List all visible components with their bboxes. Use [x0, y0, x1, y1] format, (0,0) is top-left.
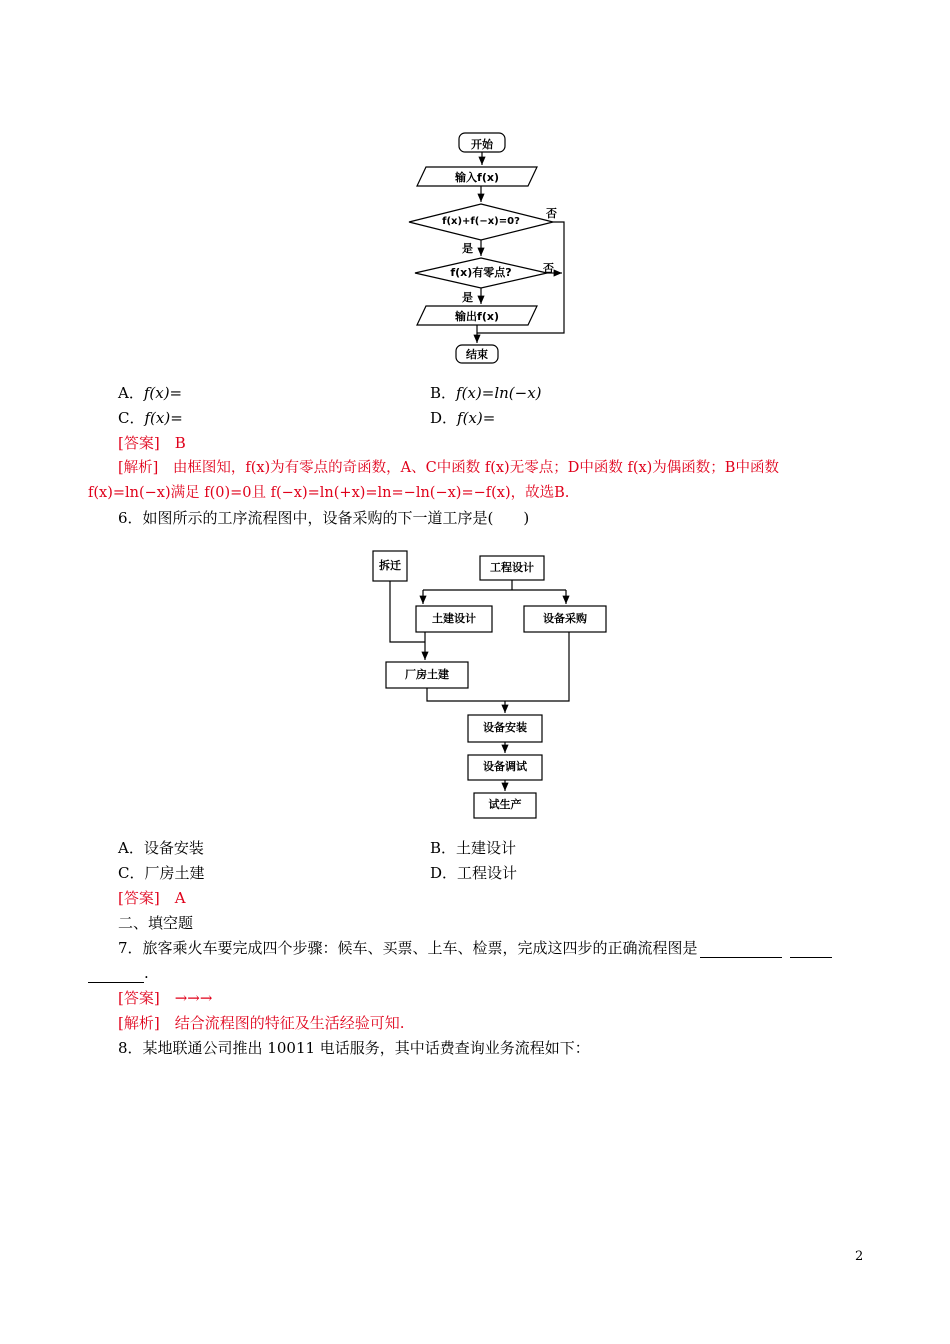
flow2-tujian-sheji: 土建设计 [432, 612, 476, 625]
flow1-output-label: 输出f(x) [455, 310, 499, 323]
flow2-shebei-tiaoshi: 设备调试 [483, 760, 527, 773]
flow1-no2: 否 [543, 262, 554, 275]
flow1-input-label: 输入f(x) [455, 171, 499, 184]
q5-option-c: C．f(x)= [118, 409, 183, 427]
q7-blank-3 [88, 968, 144, 983]
q8-question: 8．某地联通公司推出 10011 电话服务，其中话费查询业务流程如下： [118, 1039, 590, 1057]
q5-analysis-line1: [解析] 由框图知，f(x)为有零点的奇函数，A、C中函数 f(x)无零点；D中函数 f(x)为偶函数；B中函数 [118, 460, 779, 476]
flow1-yes2: 是 [462, 291, 473, 304]
flow1-cond2-label: f(x)有零点? [450, 266, 512, 279]
flow2-shebei-anzhuang: 设备安装 [483, 721, 527, 734]
q5-answer: [答案] B [118, 434, 186, 452]
q6-option-d: D．工程设计 [430, 864, 518, 882]
q7-question-cont: . [88, 963, 149, 983]
flow2-shishengchan: 试生产 [488, 798, 522, 811]
q7-blank-1 [700, 943, 782, 958]
q6-option-a: A．设备安装 [118, 839, 204, 857]
q7-analysis: [解析] 结合流程图的特征及生活经验可知. [118, 1014, 405, 1032]
q5-option-a: A．f(x)= [118, 384, 183, 402]
flow2-gongcheng: 工程设计 [490, 561, 534, 574]
q7-blank-2 [790, 943, 832, 958]
flow1-end-label: 结束 [466, 348, 488, 361]
flow1-yes1: 是 [462, 242, 473, 255]
q6-question: 6．如图所示的工序流程图中，设备采购的下一道工序是( ) [118, 509, 530, 527]
flow2-changfang: 厂房土建 [405, 668, 449, 681]
q5-option-b: B．f(x)=ln(−x) [430, 384, 542, 402]
q6-answer: [答案] A [118, 889, 186, 907]
q6-option-b: B．土建设计 [430, 839, 517, 857]
q7-question: 7．旅客乘火车要完成四个步骤：候车、买票、上车、检票，完成这四步的正确流程图是 [118, 938, 832, 958]
q5-option-d: D．f(x)= [430, 409, 496, 427]
flow1-no1: 否 [546, 207, 557, 220]
flow2-shebei-caigou: 设备采购 [543, 612, 587, 625]
flow1-start-label: 开始 [471, 138, 493, 151]
q5-analysis-line2: f(x)=ln(−x)满足 f(0)=0且 f(−x)=ln(+x)=ln=−ln(−x)=−f(x)，故选B. [88, 485, 570, 501]
page-number: 2 [855, 1249, 864, 1264]
flow2-chaiqian: 拆迁 [379, 559, 401, 572]
q6-option-c: C．厂房土建 [118, 864, 205, 882]
q7-answer: [答案] →→→ [118, 989, 213, 1007]
flow1-cond1-label: f(x)+f(−x)=0? [442, 216, 520, 227]
section-title: 二、填空题 [118, 914, 194, 932]
